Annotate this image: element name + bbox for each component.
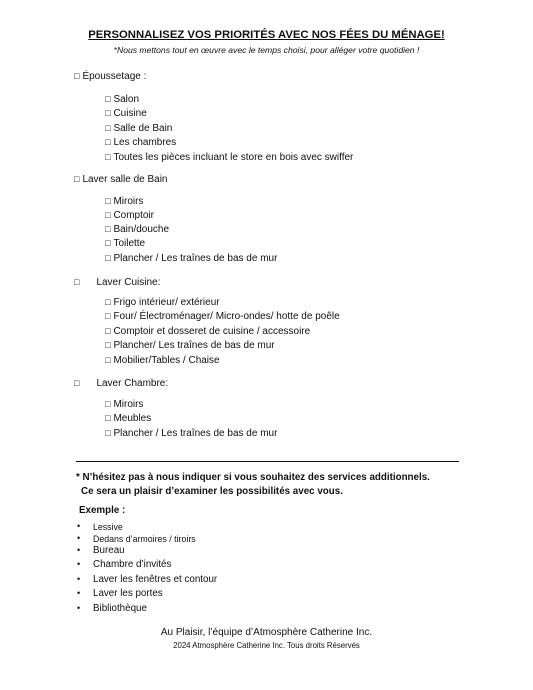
bullet-icon: • xyxy=(77,574,81,584)
list-item: Bibliothèque xyxy=(93,603,147,614)
checkbox[interactable]: □ xyxy=(105,326,111,336)
checkbox[interactable]: □ xyxy=(105,297,111,307)
notice-line-2: Ce sera un plaisir d’examiner les possibilités avec vous. xyxy=(81,486,343,497)
item-label: Miroirs xyxy=(113,196,144,207)
checkbox[interactable]: □ xyxy=(74,174,80,184)
checkbox[interactable]: □ xyxy=(105,137,111,147)
section-heading-cuisine[interactable] xyxy=(74,276,160,289)
item-label: Cuisine xyxy=(113,108,147,119)
checklist-item[interactable] xyxy=(105,122,172,135)
notice-line-1: * N’hésitez pas à nous indiquer si vous souhaitez des services additionnels. xyxy=(76,472,430,483)
bullet-icon: • xyxy=(77,603,81,613)
list-item: Chambre d’invités xyxy=(93,559,172,570)
bullet-icon: • xyxy=(77,521,81,531)
list-item: Dedans d’armoires / tiroirs xyxy=(93,534,196,544)
checklist-item[interactable] xyxy=(105,237,145,250)
checkbox[interactable]: □ xyxy=(105,355,111,365)
page-subtitle: *Nous mettons tout en œuvre avec le temps choisi, pour alléger votre quotidien ! xyxy=(113,45,420,55)
item-label: Toilette xyxy=(113,238,146,249)
checklist-item[interactable] xyxy=(105,296,220,309)
checkbox[interactable]: □ xyxy=(105,399,111,409)
item-label: Meubles xyxy=(113,413,152,424)
item-label: Plancher/ Les traînes de bas de mur xyxy=(113,340,275,351)
footer-signature: Au Plaisir, l’équipe d’Atmosphère Catherine Inc. xyxy=(160,627,373,638)
checklist-item[interactable] xyxy=(105,107,147,120)
item-label: Mobilier/Tables / Chaise xyxy=(113,355,220,366)
item-label: Salle de Bain xyxy=(113,123,173,134)
checklist-item[interactable] xyxy=(105,354,220,367)
checklist-item[interactable] xyxy=(105,310,340,323)
checkbox[interactable]: □ xyxy=(105,311,111,321)
bullet-icon: • xyxy=(77,545,81,555)
checkbox[interactable]: □ xyxy=(105,196,111,206)
checkbox[interactable]: □ xyxy=(74,71,80,81)
section-heading-epoussetage[interactable] xyxy=(74,70,146,83)
checklist-item[interactable] xyxy=(105,223,169,236)
checkbox[interactable]: □ xyxy=(105,428,111,438)
list-item: Lessive xyxy=(93,522,123,532)
checklist-item[interactable] xyxy=(105,412,151,425)
checklist-item[interactable] xyxy=(105,325,310,338)
checklist-item[interactable] xyxy=(105,398,143,411)
checklist-item[interactable] xyxy=(105,339,275,352)
checklist-item[interactable] xyxy=(105,136,176,149)
checkbox[interactable]: □ xyxy=(105,253,111,263)
footer-copyright: 2024 Atmosphère Catherine Inc. Tous droits Réservés xyxy=(173,641,360,650)
item-label: Four/ Électroménager/ Micro-ondes/ hotte de poêle xyxy=(113,311,340,322)
item-label: Les chambres xyxy=(113,137,177,148)
divider-rule xyxy=(76,461,459,462)
item-label: Miroirs xyxy=(113,399,144,410)
checklist-item[interactable] xyxy=(105,209,154,222)
section-label: Laver salle de Bain xyxy=(82,174,168,185)
checkbox[interactable]: □ xyxy=(105,340,111,350)
checklist-item[interactable] xyxy=(105,427,277,440)
checkbox[interactable]: □ xyxy=(105,152,111,162)
item-label: Plancher / Les traînes de bas de mur xyxy=(113,253,278,264)
item-label: Bain/douche xyxy=(113,224,170,235)
checkbox[interactable]: □ xyxy=(74,277,80,287)
item-label: Toutes les pièces incluant le store en bois avec swiffer xyxy=(113,152,354,163)
item-label: Plancher / Les traînes de bas de mur xyxy=(113,428,278,439)
checklist-item[interactable] xyxy=(105,195,143,208)
checkbox[interactable]: □ xyxy=(105,413,111,423)
item-label: Frigo intérieur/ extérieur xyxy=(113,297,220,308)
checkbox[interactable]: □ xyxy=(105,123,111,133)
section-heading-salle-de-bain[interactable] xyxy=(74,173,168,186)
checkbox[interactable]: □ xyxy=(74,378,80,388)
bullet-icon: • xyxy=(77,559,81,569)
checkbox[interactable]: □ xyxy=(105,224,111,234)
section-label: Laver Cuisine: xyxy=(96,277,161,288)
checklist-item[interactable] xyxy=(105,93,139,106)
item-label: Comptoir xyxy=(113,210,155,221)
item-label: Comptoir et dosseret de cuisine / accessoire xyxy=(113,326,311,337)
checkbox[interactable]: □ xyxy=(105,108,111,118)
checkbox[interactable]: □ xyxy=(105,238,111,248)
bullet-icon: • xyxy=(77,588,81,598)
bullet-icon: • xyxy=(77,533,81,543)
checkbox[interactable]: □ xyxy=(105,210,111,220)
page-title: PERSONNALISEZ VOS PRIORITÉS AVEC NOS FÉES DU MÉNAGE! xyxy=(88,29,445,41)
list-item: Laver les portes xyxy=(93,588,163,599)
section-label: Laver Chambre: xyxy=(96,378,169,389)
section-heading-chambre[interactable] xyxy=(74,377,168,390)
checklist-item[interactable] xyxy=(105,151,353,164)
section-label: Époussetage : xyxy=(82,71,147,82)
checklist-item[interactable] xyxy=(105,252,277,265)
list-item: Laver les fenêtres et contour xyxy=(93,574,218,585)
item-label: Salon xyxy=(113,94,140,105)
checkbox[interactable]: □ xyxy=(105,94,111,104)
list-item: Bureau xyxy=(93,545,125,556)
examples-heading: Exemple : xyxy=(79,505,126,516)
